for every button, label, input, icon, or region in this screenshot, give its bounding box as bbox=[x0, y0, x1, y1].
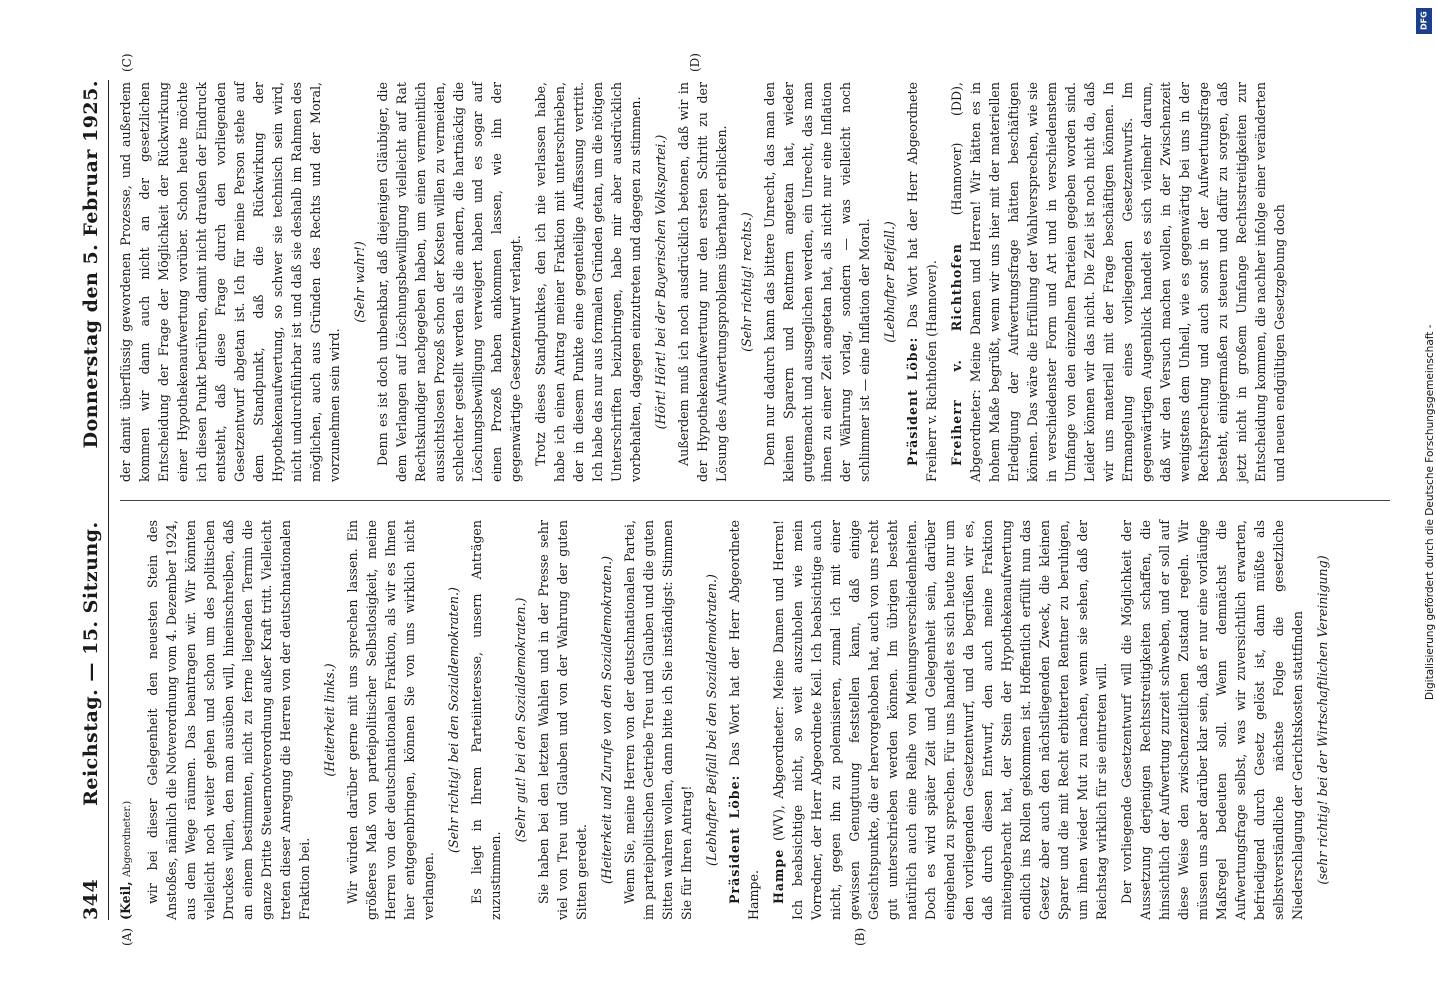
header-right-title: Donnerstag den 5. Februar 1925. bbox=[80, 80, 102, 449]
interjection: (Lebhafter Beifall bei den Sozialdemokraten.) bbox=[704, 574, 719, 866]
interjection: (Lebhafter Beifall.) bbox=[882, 221, 897, 343]
interjection: (sehr richtig! bei der Wirtschaftlichen Vereinigung) bbox=[1315, 555, 1330, 885]
speech-text: (WV), Abgeordneter: Meine Damen und Herren! Ich beabsichtige nicht, so weit auszuholen wie mein Vorredner, der Herr Abgeordnete Keil. Ich beabsichtige auch nicht, gegen ihn zu polemisieren, zumal ich mit einer gewissen Genugtuung feststellen kann, daß einige Gesichtspunkte, die er hervorgehoben hat, auch von uns recht gut unterschrieben werden können. Im übrigen besteht natürlich auch eine Reihe von Meinungsverschiedenheiten. Doch es wird später Zeit und Gelegenheit sein, darüber eingehend zu sprechen. Für uns handelt es sich heute nur um den vorliegenden Gesetzentwurf, und da begrüßen wir es, daß durch diesen Entwurf, den auch meine Fraktion miteingebracht hat, der Stein der Hypothekenaufwertung endlich ins Rollen gekommen ist. Hoffentlich erfüllt nun das Gesetz aber auch den nächstliegenden Zweck, die kleinen Sparer und die mit Recht erbitterten Rentner zu beruhigen, um ihnen wieder Mut zu machen, wenn sie sehen, daß der Reichstag wirklich für sie eintreten will. bbox=[771, 519, 1109, 920]
body-paragraph: Wir würden darüber gerne mit uns sprechen lassen. Ein größeres Maß von parteipolitischer Selbstlosigkeit, meine Herren von der deutschnationalen Fraktion, als wir es Ihnen hier entgegenbringen, können Sie von uns wirklich nicht verlangen. bbox=[345, 520, 436, 920]
rotated-document-page bbox=[38, 40, 1418, 960]
body-paragraph: wir bei dieser Gelegenheit den neuesten Stein des Anstoßes, nämlich die Notverordnung vom 4. Dezember 1924, aus dem Wege räumen. Das beantragen wir. Wir könnten vielleicht noch weiter gehen und schon um des politischen Druckes willen, den man ausüben will, hineinschreiben, daß an einem bestimmten, nicht zu ferne liegenden Termin die ganze Dritte Steuernotverordnung außer Kraft tritt. Vielleicht treten dieser Anregung die Herren von der deutschnationalen Fraktion bei. bbox=[145, 520, 312, 920]
right-text-column bbox=[116, 82, 1396, 482]
left-text-column bbox=[116, 520, 1396, 920]
body-paragraph: Wenn Sie, meine Herren von der deutschnationalen Partei, im parteipolitischen Getriebe Treu und Glauben und die guten Sitten wahren wollen, dann bitte ich Sie inständigst: Stimmen Sie für Ihren Antrag! bbox=[622, 520, 694, 920]
margin-marker-d: (D) bbox=[688, 53, 702, 72]
speaker-name: Hampe bbox=[771, 841, 786, 904]
dfg-logo-badge: DFG bbox=[1416, 8, 1432, 34]
interjection: (Heiterkeit links.) bbox=[322, 663, 337, 777]
speaker-name: Präsident Löbe: bbox=[905, 328, 920, 466]
speech-text: Das Wort hat der Herr Abgeordnete Hampe. bbox=[727, 520, 761, 920]
body-paragraph: Außerdem muß ich noch ausdrücklich betonen, daß wir in der Hypothekenaufwertung nur den ersten Schritt zu der Lösung des Aufwertungsproblems überhaupt erblicken. bbox=[676, 82, 729, 482]
speaker-name: (Keil, bbox=[118, 877, 133, 920]
margin-marker-c: (C) bbox=[120, 53, 134, 72]
interjection: (Heiterkeit und Zurufe von den Sozialdemokraten.) bbox=[599, 555, 614, 885]
body-paragraph: Es liegt in Ihrem Parteiinteresse, unsern Anträgen zuzustimmen. bbox=[469, 520, 503, 920]
president-statement bbox=[903, 82, 941, 482]
page-number: 344 bbox=[80, 878, 102, 920]
body-paragraph: Sie haben bei den letzten Wahlen und in der Presse sehr viel von Treu und Glauben und von der Wahrung der guten Sitten geredet. bbox=[536, 520, 589, 920]
header-rule bbox=[108, 80, 109, 920]
column-divider bbox=[120, 500, 1390, 501]
page-header bbox=[68, 80, 102, 920]
interjection: (Sehr richtig! rechts.) bbox=[739, 212, 754, 352]
speaker-paragraph bbox=[947, 82, 1289, 482]
body-paragraph: Denn es ist doch unbenkbar, daß diejenigen Gläubiger, die dem Verlangen auf Löschungsbewilligung vielleicht auf Rat Rechtskundiger nachgegeben haben, um einen vermeintlich aussichtslosen Prozeß schon der Kosten willen zu vermeiden, schlechter gestellt werden als die andern, die hartnäckig die Löschungsbewilligung verweigert haben und es sogar auf einen Prozeß haben ankommen lassen, wie ihn der gegenwärtige Gesetzentwurf verlangt. bbox=[375, 82, 523, 482]
speaker-note: Abgeordneter.) bbox=[122, 800, 133, 878]
speaker-paragraph bbox=[769, 520, 1111, 920]
president-statement bbox=[725, 520, 763, 920]
interjection: (Hört! Hört! bei der Bayerischen Volkspartei.) bbox=[653, 134, 668, 430]
speaker-continuation bbox=[116, 520, 137, 920]
header-left-title: Reichstag. — 15. Sitzung. bbox=[80, 521, 102, 806]
speaker-name: Präsident Löbe: bbox=[727, 766, 742, 904]
margin-marker-a: (A) bbox=[120, 927, 134, 946]
interjection: (Sehr richtig! bei den Sozialdemokraten.) bbox=[446, 587, 461, 853]
body-paragraph: Trotz dieses Standpunktes, den ich nie verlassen habe, habe ich einen Antrag meiner Fraktion mit unterschrieben, der in diesem Punkte eine gegenteilige Auffassung vertritt. Ich habe das nur aus formalen Gründen getan, um die nötigen Unterschriften beizubringen, habe mir aber ausdrücklich vorbehalten, dagegen einzutreten und dagegen zu stimmen. bbox=[533, 82, 643, 482]
speech-text: Das Wort hat der Herr Abgeordnete Freiherr v. Richthofen (Hannover). bbox=[905, 82, 939, 482]
interjection: (Sehr wahr!) bbox=[352, 241, 367, 323]
body-paragraph: der damit überflüssig gewordenen Prozesse, und außerdem kommen wir dann auch nicht an der gesetzlichen Entscheidung der Frage der Möglichkeit der Rückwirkung einer Hypothekenaufwertung vorüber. Schon heute möchte ich diesen Punkt berühren, damit nicht draußen der Eindruck entsteht, daß diese Frage durch den vorliegenden Gesetzentwurf abgetan ist. Ich für meine Person stehe auf dem Standpunkt, daß die Rückwirkung der Hypothekenaufwertung, so schwer sie technisch sein wird, nicht undurchführbar ist und daß sie deshalb im Rahmen des möglichen, auch aus Gründen des Rechts und der Moral, vorzunehmen sein wird. bbox=[118, 82, 342, 482]
margin-marker-b: (B) bbox=[853, 927, 867, 946]
body-paragraph: Denn nur dadurch kann das bittere Unrecht, das man den kleinen Sparern und Rentnern angetan hat, wieder gutgemacht und ausgeglichen werden, ein Unrecht, das man ihnen zu einer Zeit angetan hat, als nicht nur eine Inflation der Währung vorlag, sondern — was vielleicht noch schlimmer ist — eine Inflation der Moral. bbox=[762, 82, 872, 482]
digitization-credit: Digitalisierung gefördert durch die Deutsche Forschungsgemeinschaft - bbox=[1424, 324, 1436, 700]
interjection: (Sehr gut! bei den Sozialdemokraten.) bbox=[513, 597, 528, 843]
body-paragraph: Der vorliegende Gesetzentwurf will die Möglichkeit der Aussetzung derjenigen Rechtsstreitigkeiten schaffen, die hinsichtlich der Aufwertung zurzeit schweben, und er soll auf diese Weise den zwischenzeitlichen Zustand regeln. Wir müssen uns aber darüber klar sein, daß er nur eine vorläufige Maßregel bedeuten soll. Wenn demnächst die Aufwertungsfrage selbst, was wir zuversichtlich erwarten, befriedigend durch Gesetz gelöst ist, dann müßte als selbstverständliche nächste Folge die gesetzliche Niederschlagung der Gerichtskosten stattfinden bbox=[1119, 520, 1305, 920]
speaker-name: Freiherr v. Richthofen bbox=[949, 215, 964, 466]
speech-text: (Hannover) (DD), Abgeordneter: Meine Damen und Herren! Wir hätten es in hohem Maße begrüßt, wenn wir uns hier mit der materiellen Erledigung der Aufwertungsfrage hätten beschäftigen können. Das wäre die Erfüllung der Wahlversprechen, wie sie in verschiedenster Form und Art und in verschiedenstem Umfange von den einzelnen Parteien gegeben worden sind. Leider können wir das nicht. Die Zeit ist noch nicht da, daß wir uns materiell mit der Frage beschäftigen können. In Ermangelung eines vorliegenden Gesetzentwurfs. Im gegenwärtigen Augenblick handelt es sich vielmehr darum, daß wir den Versuch machen wollen, in der Zwischenzeit wenigstens dem Unheil, wie es gegenwärtig bei uns in der Rechtsprechung und auch sonst in der Aufwertungsfrage besteht, einigermaßen zu steuern und dafür zu sorgen, daß jetzt nicht in großem Umfange Rechtsstreitigkeiten zur Entscheidung kommen, die nachher infolge einer veränderten und neuen endgültigen Gesetzgebung doch bbox=[949, 82, 1287, 482]
